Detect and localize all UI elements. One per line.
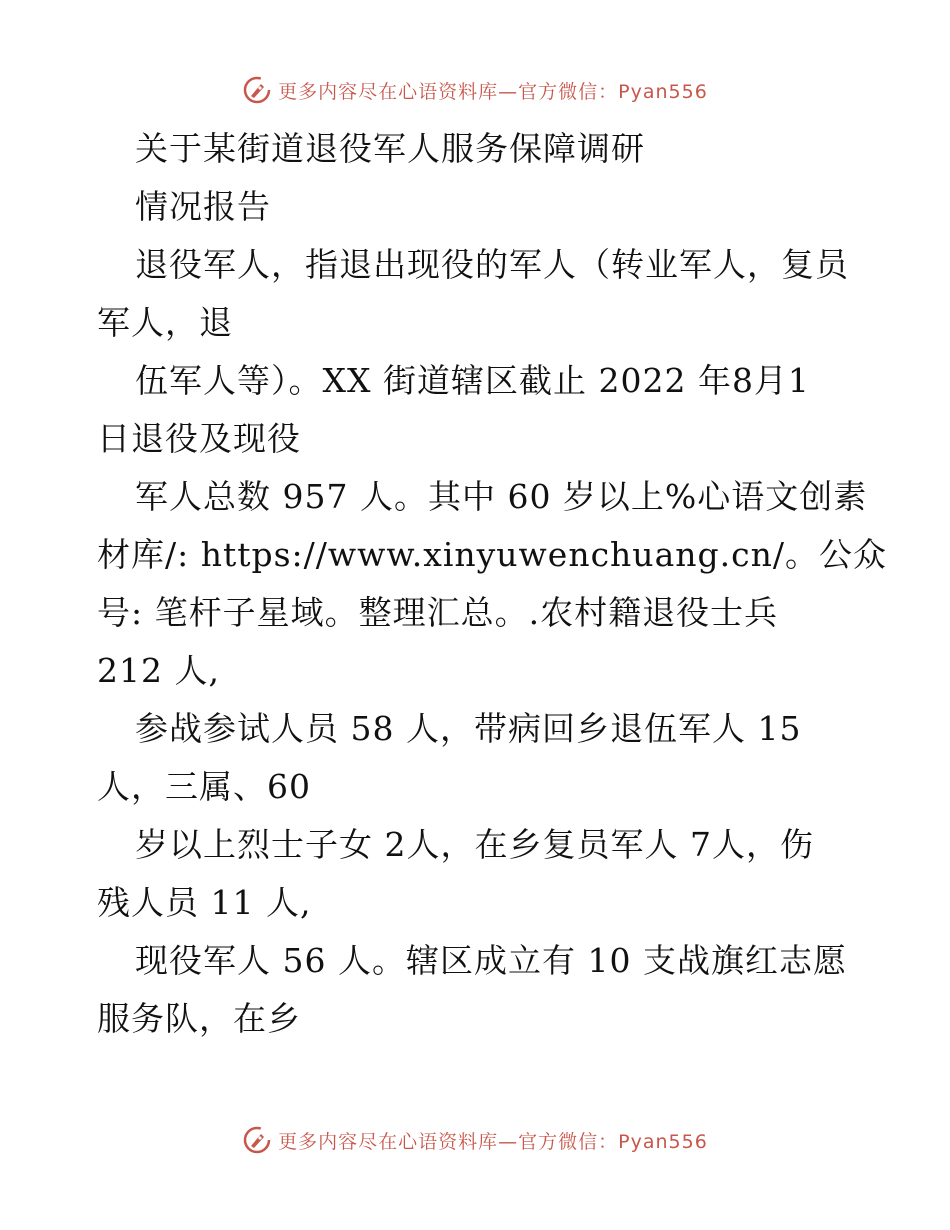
document-line: 关于某街道退役军人服务保障调研 [135, 129, 645, 168]
document-line: 人，三属、60 [97, 767, 311, 806]
document-line: 军人，退 [97, 303, 233, 342]
banner-text: 更多内容尽在心语资料库—官方微信：Pyan556 [278, 1130, 708, 1153]
document-line: 日退役及现役 [97, 419, 301, 458]
banner-text: 更多内容尽在心语资料库—官方微信：Pyan556 [278, 80, 708, 103]
footer-banner [0, 1120, 950, 1160]
pen-nib-logo-icon [242, 75, 272, 105]
pen-nib-logo-icon [242, 1125, 272, 1155]
document-line: 服务队，在乡 [97, 999, 301, 1038]
document-line: 参战参试人员 58 人，带病回乡退伍军人 15 [135, 709, 802, 748]
document-line: 材库/: https://www.xinyuwenchuang.cn/。公众 [97, 535, 887, 574]
document-line: 现役军人 56 人。辖区成立有 10 支战旗红志愿 [135, 941, 847, 980]
header-banner [0, 70, 950, 110]
document-line: 号: 笔杆子星域。整理汇总。.农村籍退役士兵 [97, 593, 779, 632]
document-line: 伍军人等）。XX 街道辖区截止 2022 年8月1 [135, 361, 810, 400]
document-line: 退役军人，指退出现役的军人（转业军人，复员 [135, 245, 849, 284]
document-line: 岁以上烈士子女 2人，在乡复员军人 7人，伤 [135, 825, 814, 864]
document-line: 军人总数 957 人。其中 60 岁以上%心语文创素 [135, 477, 868, 516]
document-line: 残人员 11 人, [97, 883, 312, 922]
document-line: 212 人, [97, 651, 220, 690]
document-body [97, 120, 887, 1048]
document-line: 情况报告 [135, 187, 271, 226]
